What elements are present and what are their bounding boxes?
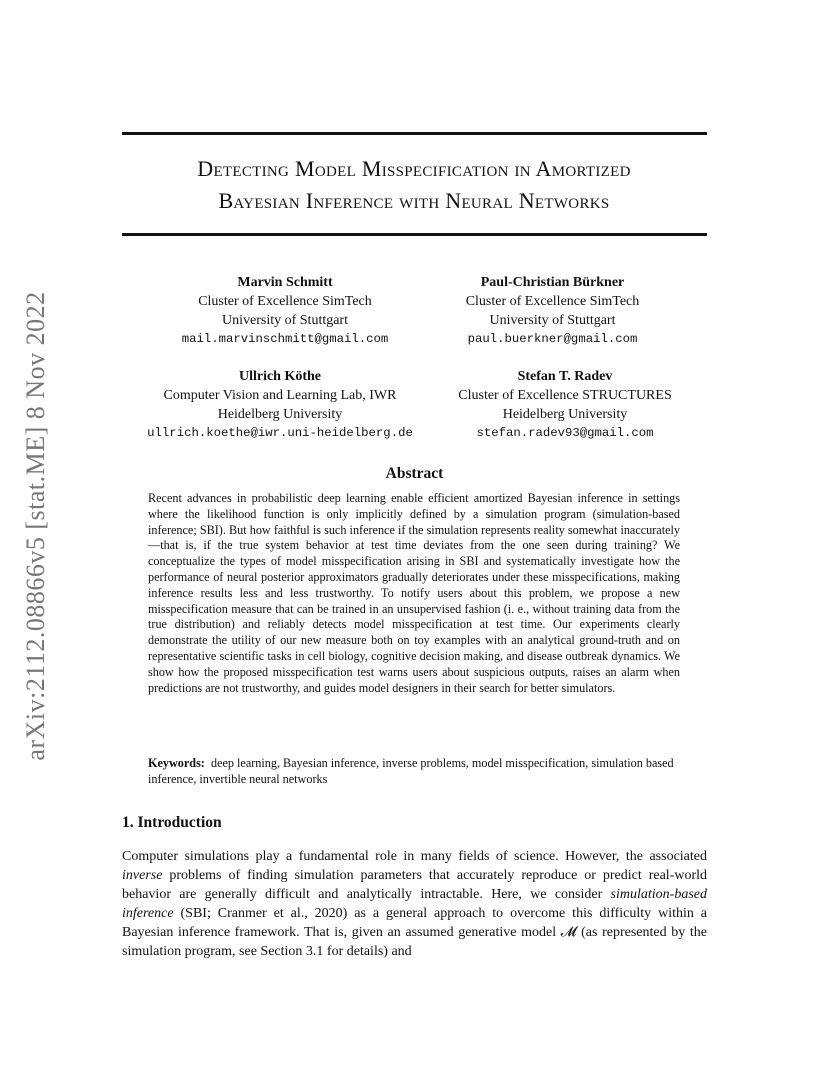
author-institution: Heidelberg University — [502, 407, 628, 422]
keywords — [148, 756, 680, 788]
intro-text-2: problems of finding simulation parameters that accurately reproduce or predict real-world behavior are generally difficult and analytically intractable. Here, we consider — [122, 868, 707, 902]
section-heading-introduction: 1. Introduction — [122, 814, 222, 831]
author-affiliation: Cluster of Excellence SimTech — [198, 294, 372, 309]
abstract-text: Recent advances in probabilistic deep learning enable efficient amortized Bayesian inference in settings where the likelihood function is only implicitly defined by a simulation program (simulation-based inference; SBI). But how faithful is such inference if the simulation represents reality somewhat inaccurately—that is, if the true system behavior at test time deviates from the one seen during training? We conceptualize the types of model misspecification arising in SBI and systematically investigate how the performance of neural posterior approximators gradually deteriorates under these misspecifications, making inference results less and less trustworthy. To notify users about this problem, we propose a new misspecification measure that can be trained in an unsupervised fashion (i. e., without training data from the true distribution) and reliably detects model misspecification at test time. Our experiments clearly demonstrate the utility of our new measure both on toy examples with an analytical ground-truth and on representative scientific tasks in cell biology, cognitive decision making, and disease outbreak dynamics. We show how the proposed misspecification test warns users about suspicious outputs, raises an alarm when predictions are not trustworthy, and guides model designers in their search for better simulators. — [148, 491, 680, 695]
author-name: Stefan T. Radev — [517, 369, 613, 384]
author-name: Marvin Schmitt — [237, 275, 333, 290]
author-block-schmitt — [140, 273, 430, 349]
author-block-koethe — [130, 367, 430, 443]
author-email[interactable]: stefan.radev93@gmail.com — [476, 426, 654, 440]
author-email[interactable]: ullrich.koethe@iwr.uni-heidelberg.de — [147, 426, 413, 440]
paper-title-line-1: Detecting Model Misspecification in Amortized — [197, 156, 631, 181]
abstract-heading: Abstract — [385, 465, 444, 482]
intro-text-1: Computer simulations play a fundamental role in many fields of science. However, the associated — [122, 849, 707, 864]
author-institution: University of Stuttgart — [222, 313, 348, 328]
author-institution: Heidelberg University — [217, 407, 343, 422]
paper-title-line-2: Bayesian Inference with Neural Networks — [218, 188, 610, 213]
author-block-buerkner — [430, 273, 675, 349]
intro-text-4: (as represented by the simulation program, see Section 3.1 for details) and — [122, 925, 707, 959]
author-affiliation: Computer Vision and Learning Lab, IWR — [163, 388, 397, 403]
author-name: Ullrich Köthe — [238, 369, 322, 384]
intro-emphasis-sbi: simulation-based inference — [122, 887, 707, 921]
title-bottom-rule — [122, 233, 707, 236]
keywords-label: Keywords: — [148, 756, 205, 770]
author-affiliation: Cluster of Excellence STRUCTURES — [458, 388, 672, 403]
arxiv-identifier: arXiv:2112.08866v5 [stat.ME] 8 Nov 2022 — [21, 291, 50, 761]
author-institution: University of Stuttgart — [489, 313, 616, 328]
intro-text-3: (SBI; Cranmer et al., 2020) as a general approach to overcome this difficulty within a Bayesian inference framework. That is, given an assumed generative model — [122, 906, 707, 940]
title-top-rule — [122, 132, 707, 135]
author-email[interactable]: paul.buerkner@gmail.com — [467, 332, 638, 346]
intro-emphasis-inverse: inverse — [122, 868, 163, 883]
keywords-text: deep learning, Bayesian inference, inverse problems, model misspecification, simulation based inference, invertible neural networks — [148, 756, 674, 786]
author-block-radev — [430, 367, 700, 443]
author-name: Paul-Christian Bürkner — [480, 275, 625, 290]
intro-math-model-symbol: 𝓜 — [560, 925, 577, 940]
introduction-paragraph — [122, 847, 707, 961]
author-email[interactable]: mail.marvinschmitt@gmail.com — [181, 332, 389, 346]
author-affiliation: Cluster of Excellence SimTech — [465, 294, 640, 309]
